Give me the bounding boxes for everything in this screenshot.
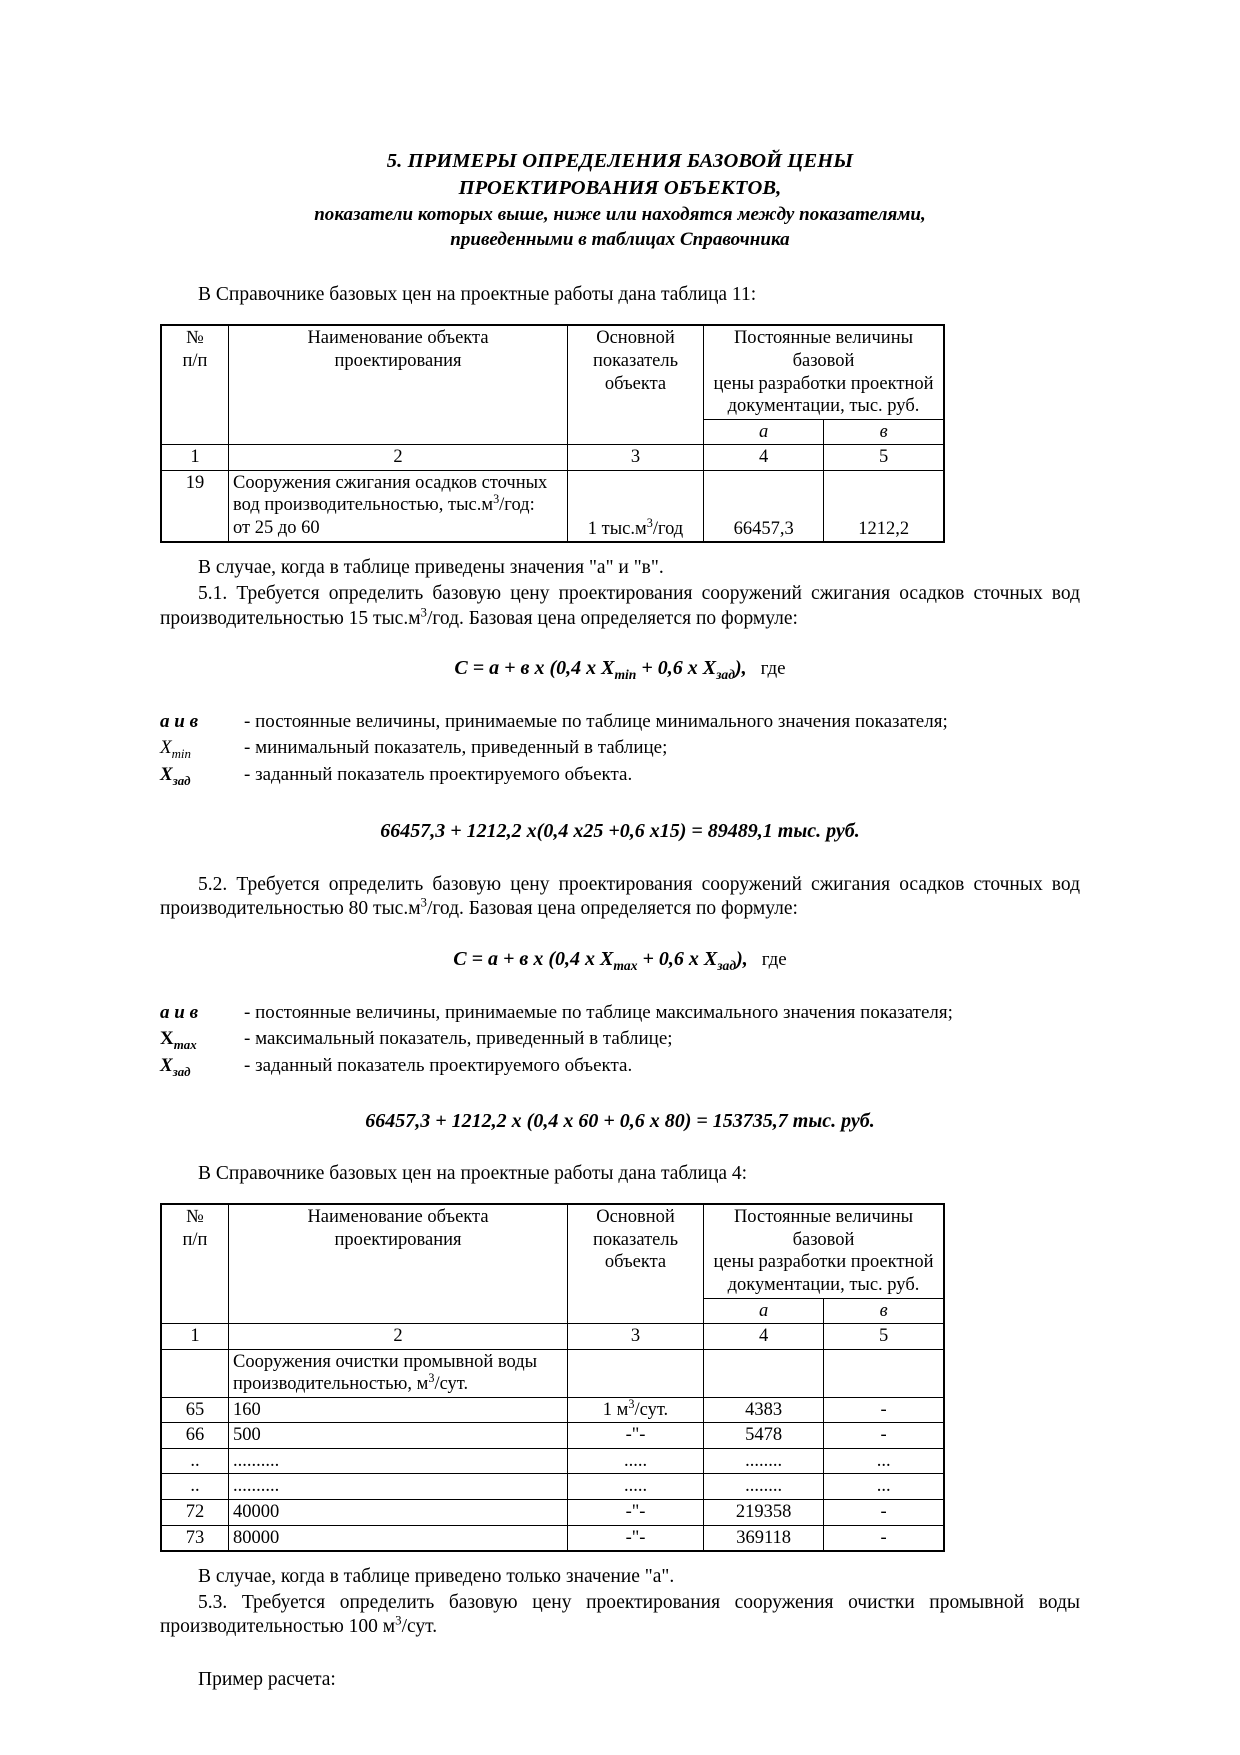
result-5-1: 66457,3 + 1212,2 х(0,4 х25 +0,6 х15) = 89489,1 тыс. руб. <box>380 819 860 842</box>
header-cell-constants <box>704 325 945 419</box>
example-label: Пример расчета: <box>198 1668 336 1690</box>
table-row <box>161 1448 944 1474</box>
cell-name-line3: от 25 до 60 <box>233 517 320 538</box>
cell-name-line2 <box>233 494 563 517</box>
cell-ind-post: /год <box>652 518 684 539</box>
header-name-line1: Наименование объекта <box>307 1207 489 1228</box>
cell-ind-post: /сут. <box>634 1399 669 1420</box>
colnum-2: 2 <box>229 1324 568 1350</box>
formula-5-2-end: ), <box>736 947 748 970</box>
def-value: - заданный показатель проектируемого объекта. <box>244 764 633 786</box>
table-row <box>161 470 944 542</box>
def-key: а и в <box>160 1001 199 1023</box>
intro-table11: В Справочнике базовых цен на проектные работы дана таблица 11: <box>198 283 757 305</box>
cell-v: - <box>824 1500 944 1526</box>
header-const-line3: документации, тыс. руб. <box>727 396 920 417</box>
cell-name: 500 <box>229 1423 568 1449</box>
cell-name-line1: Сооружения сжигания осадков сточных <box>233 472 548 493</box>
group-title-line2 <box>233 1373 563 1396</box>
def-value: - максимальный показатель, приведенный в таблице; <box>244 1027 673 1049</box>
case-av-note: В случае, когда в таблице приведены значения "а" и "в". <box>198 557 664 579</box>
header-ind-line1: Основной <box>596 328 675 349</box>
section-5-2-pre: 5.2. Требуется определить базовую цену проектирования сооружений сжигания осадков сточных вод производительностью 80 тыс.м <box>160 873 1080 920</box>
header-ind-line2: показатель <box>592 1229 679 1250</box>
cell-a: 4383 <box>704 1397 824 1423</box>
header-name-line2: проектирования <box>334 1229 462 1250</box>
def-row <box>160 709 1080 735</box>
table-4 <box>160 1203 945 1552</box>
group-title-pre: производительностью, м <box>233 1374 429 1395</box>
cell-indicator <box>568 1349 704 1397</box>
cell-a: 5478 <box>704 1423 824 1449</box>
cell-num: 65 <box>161 1397 229 1423</box>
formula-5-2-sub2: зад <box>717 957 737 973</box>
header-cell-indicator <box>568 1204 704 1323</box>
section-5-1-post: /год. Базовая цена определяется по формуле: <box>426 607 798 629</box>
table-row <box>161 1423 944 1449</box>
cell-name <box>229 470 568 542</box>
header-const-line2: цены разработки проектной <box>713 1252 934 1273</box>
cell-group-title <box>229 1349 568 1397</box>
cell-num: 73 <box>161 1525 229 1551</box>
page-title <box>160 148 1080 253</box>
def-value: - минимальный показатель, приведенный в таблице; <box>244 736 668 758</box>
cell-v: ... <box>824 1448 944 1474</box>
formula-5-1-c: С = а + в х (0,4 х X <box>454 657 615 680</box>
cell-name: 40000 <box>229 1500 568 1526</box>
title-line-3: показатели которых выше, ниже или находятся между показателями, <box>314 204 926 226</box>
def-key-base: X <box>160 736 172 758</box>
def-row <box>160 1053 1080 1080</box>
formula-5-1-sub2: зад <box>716 667 735 683</box>
result-5-2: 66457,3 + 1212,2 х (0,4 х 60 + 0,6 х 80) = 153735,7 тыс. руб. <box>365 1110 875 1133</box>
header-name-line1: Наименование объекта <box>307 328 489 349</box>
table-row <box>161 1525 944 1551</box>
cell-indicator <box>568 1397 704 1423</box>
def-key-sub: max <box>173 1036 197 1052</box>
cell-a-value: 66457,3 <box>733 518 794 539</box>
cell-num: 19 <box>161 470 229 542</box>
def-key-base: X <box>160 764 173 786</box>
cell-name: 80000 <box>229 1525 568 1551</box>
cell-indicator: -"- <box>568 1500 704 1526</box>
header-cell-a: а <box>704 1298 824 1324</box>
table-11 <box>160 324 945 543</box>
def-key <box>160 1026 244 1053</box>
section-5-1-sup: 3 <box>420 605 427 619</box>
colnum-2: 2 <box>229 445 568 471</box>
section-5-1-text <box>160 582 1080 631</box>
cell-ind-pre: 1 тыс.м <box>587 518 647 539</box>
title-line-2: ПРОЕКТИРОВАНИЯ ОБЪЕКТОВ, <box>458 176 782 199</box>
cell-num <box>161 1349 229 1397</box>
section-5-2-sup: 3 <box>420 895 427 910</box>
formula-5-1 <box>160 657 1080 683</box>
def-value: - заданный показатель проектируемого объекта. <box>244 1054 633 1076</box>
header-cell-constants <box>704 1204 945 1298</box>
defs-5-1 <box>160 709 1080 790</box>
cell-name-line2-post: /год: <box>499 495 535 516</box>
section-5-1-pre: 5.1. Требуется определить базовую цену проектирования сооружений сжигания осадков сточных вод производительностью 15 тыс.м <box>160 582 1080 629</box>
table-row-colnumbers <box>161 445 944 471</box>
colnum-5: 5 <box>824 445 944 471</box>
cell-indicator: -"- <box>568 1525 704 1551</box>
def-value: - постоянные величины, принимаемые по таблице максимального значения показателя; <box>244 1001 953 1023</box>
group-title-post: /сут. <box>434 1374 469 1395</box>
header-cell-name <box>229 1204 568 1323</box>
header-const-line1: Постоянные величины базовой <box>733 1207 914 1250</box>
table-row-colnumbers <box>161 1324 944 1350</box>
cell-ind-sup: 3 <box>646 515 653 530</box>
formula-5-2-sub1: max <box>613 957 638 973</box>
formula-5-1-end: ), <box>734 657 747 680</box>
header-cell-a: а <box>704 419 824 445</box>
def-row <box>160 735 1080 762</box>
cell-indicator-text <box>572 472 699 541</box>
section-5-2-post: /год. Базовая цена определяется по формуле: <box>426 898 798 920</box>
header-cell-v: в <box>824 1298 944 1324</box>
colnum-5: 5 <box>824 1324 944 1350</box>
formula-5-2-mid: + 0,6 х X <box>637 947 718 970</box>
cell-name: .......... <box>229 1474 568 1500</box>
header-cell-name <box>229 325 568 444</box>
group-title-line1: Сооружения очистки промывной воды <box>233 1351 538 1372</box>
def-key-sub: зад <box>172 773 191 789</box>
cell-indicator: ..... <box>568 1474 704 1500</box>
header-cell-num <box>161 325 229 444</box>
section-5-2-text <box>160 873 1080 922</box>
section-5-3-pre: 5.3. Требуется определить базовую цену проектирования сооружения очистки промывной воды производительностью 100 м <box>160 1591 1080 1638</box>
cell-v: - <box>824 1397 944 1423</box>
cell-num: .. <box>161 1448 229 1474</box>
formula-5-1-sub1: min <box>614 667 637 683</box>
cell-v <box>824 470 944 542</box>
cell-a <box>704 1349 824 1397</box>
def-row <box>160 1000 1080 1026</box>
title-line-1: 5. ПРИМЕРЫ ОПРЕДЕЛЕНИЯ БАЗОВОЙ ЦЕНЫ <box>386 150 854 172</box>
def-row <box>160 1026 1080 1053</box>
table-row <box>161 1474 944 1500</box>
header-num-line2: п/п <box>182 351 208 371</box>
cell-indicator: -"- <box>568 1423 704 1449</box>
formula-5-2 <box>160 948 1080 974</box>
def-key <box>160 735 244 762</box>
header-ind-line3: объекта <box>604 373 667 394</box>
defs-5-2 <box>160 1000 1080 1081</box>
header-ind-line2: показатель <box>592 351 679 371</box>
table-row <box>161 1500 944 1526</box>
def-key-sub: зад <box>172 1063 191 1079</box>
cell-ind-pre: 1 м <box>602 1399 629 1420</box>
cell-name: .......... <box>229 1448 568 1474</box>
def-key-base: X <box>160 1054 173 1076</box>
section-5-3-sup: 3 <box>395 1613 402 1628</box>
cell-v: - <box>824 1423 944 1449</box>
colnum-1: 1 <box>161 445 229 471</box>
header-name-line2: проектирования <box>334 351 462 371</box>
header-ind-line3: объекта <box>604 1252 667 1273</box>
colnum-3: 3 <box>568 1324 704 1350</box>
cell-v-value: 1212,2 <box>858 518 910 539</box>
def-key-sub: min <box>171 745 191 761</box>
header-const-line3: документации, тыс. руб. <box>727 1274 920 1295</box>
case-a-note: В случае, когда в таблице приведено только значение "а". <box>198 1566 675 1588</box>
header-num-line1: № <box>186 1207 204 1228</box>
cell-v: - <box>824 1525 944 1551</box>
colnum-3: 3 <box>568 445 704 471</box>
def-key-base: X <box>160 1027 174 1049</box>
def-key: а и в <box>160 711 199 733</box>
cell-v: ... <box>824 1474 944 1500</box>
table-row-header <box>161 1204 944 1298</box>
colnum-1: 1 <box>161 1324 229 1350</box>
cell-num: 72 <box>161 1500 229 1526</box>
header-cell-indicator <box>568 325 704 444</box>
header-num-line1: № <box>186 328 204 349</box>
formula-5-1-mid: + 0,6 х X <box>636 657 717 680</box>
header-cell-num <box>161 1204 229 1323</box>
section-5-3-text <box>160 1591 1080 1640</box>
section-5-3-post: /сут. <box>401 1616 438 1638</box>
header-ind-line1: Основной <box>596 1207 675 1228</box>
title-line-4: приведенными в таблицах Справочника <box>450 228 790 250</box>
header-const-line1: Постоянные величины базовой <box>733 328 914 371</box>
header-num-line2: п/п <box>182 1229 208 1250</box>
header-cell-v: в <box>824 419 944 445</box>
cell-a: 219358 <box>704 1500 824 1526</box>
colnum-4: 4 <box>704 1324 824 1350</box>
def-row <box>160 762 1080 789</box>
cell-a: ........ <box>704 1448 824 1474</box>
cell-name-line2-pre: вод производительностью, тыс.м <box>233 495 494 516</box>
formula-5-1-gde: где <box>760 658 786 680</box>
cell-a <box>704 470 824 542</box>
cell-a: ........ <box>704 1474 824 1500</box>
cell-num: .. <box>161 1474 229 1500</box>
group-title-sup: 3 <box>428 1371 435 1386</box>
cell-indicator <box>568 470 704 542</box>
cell-name: 160 <box>229 1397 568 1423</box>
def-key <box>160 762 244 789</box>
cell-ind-sup: 3 <box>628 1396 635 1411</box>
cell-indicator: ..... <box>568 1448 704 1474</box>
def-value: - постоянные величины, принимаемые по таблице минимального значения показателя; <box>244 711 948 733</box>
cell-v <box>824 1349 944 1397</box>
def-key <box>160 1053 244 1080</box>
table-row-header <box>161 325 944 419</box>
intro-table4: В Справочнике базовых цен на проектные работы дана таблица 4: <box>198 1163 748 1185</box>
cell-num: 66 <box>161 1423 229 1449</box>
colnum-4: 4 <box>704 445 824 471</box>
cell-a: 369118 <box>704 1525 824 1551</box>
table-row <box>161 1397 944 1423</box>
formula-5-2-gde: где <box>761 948 787 970</box>
cell-name-line2-sup: 3 <box>493 492 500 507</box>
header-const-line2: цены разработки проектной <box>713 373 934 394</box>
formula-5-2-c: С = а + в х (0,4 х X <box>453 947 614 970</box>
table-row-group <box>161 1349 944 1397</box>
